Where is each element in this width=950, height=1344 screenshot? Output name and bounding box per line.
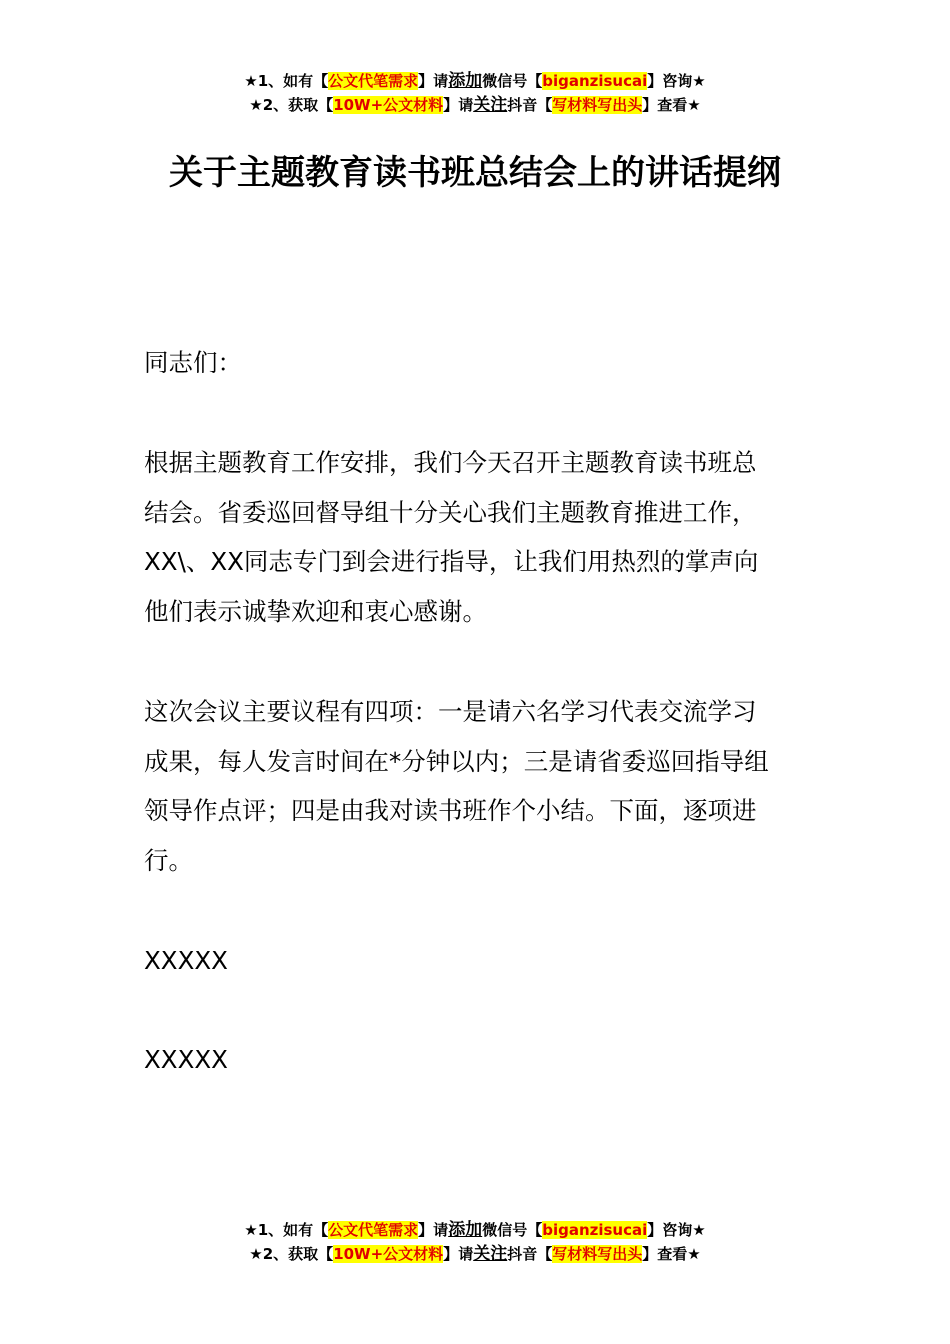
ad-text: 】请 (418, 1221, 449, 1239)
ad-text: 】查看★ (642, 1245, 701, 1263)
ad-highlight-douyin: 写材料写出头 (552, 96, 643, 114)
paragraph-line: 行。 (144, 845, 193, 875)
placeholder-section-2: XXXXX (144, 1045, 228, 1074)
ad-text: 】请 (418, 72, 449, 90)
ad-text: 抖音【 (507, 1245, 553, 1263)
paragraph-line: 根据主题教育工作安排，我们今天召开主题教育读书班总 (144, 448, 757, 477)
ad-highlight-materials: 10W+公文材料 (333, 96, 444, 114)
ad-highlight-service: 公文代笔需求 (328, 72, 419, 90)
ad-text: 微信号【 (482, 1221, 543, 1239)
ad-emphasis: 关注 (473, 1244, 508, 1264)
ad-text: ★2、获取【 (249, 1245, 334, 1263)
paragraph-line: 成果，每人发言时间在*分钟以内；三是请省委巡回指导组 (144, 746, 769, 776)
placeholder-section-1: XXXXX (144, 946, 228, 975)
ad-highlight-wechat-id: biganzisucai (542, 72, 648, 90)
ad-emphasis: 关注 (473, 95, 508, 115)
paragraph-line: XX\、XX同志专门到会进行指导，让我们用热烈的掌声向 (144, 547, 759, 576)
paragraph-line: 结会。省委巡回督导组十分关心我们主题教育推进工作， (144, 497, 757, 527)
ad-text: 】请 (443, 96, 474, 114)
ad-text: ★1、如有【 (244, 72, 329, 90)
paragraph-line: 这次会议主要议程有四项：一是请六名学习代表交流学习 (144, 697, 757, 726)
paragraph-intro (144, 438, 834, 636)
ad-text: 】请 (443, 1245, 474, 1263)
ad-highlight-douyin: 写材料写出头 (552, 1245, 643, 1263)
ad-highlight-materials: 10W+公文材料 (333, 1245, 444, 1263)
greeting: 同志们： (144, 348, 242, 377)
ad-text: ★1、如有【 (244, 1221, 329, 1239)
paragraph-line: 他们表示诚挚欢迎和衷心感谢。 (144, 596, 487, 626)
ad-emphasis: 添加 (448, 71, 483, 91)
document-title: 关于主题教育读书班总结会上的讲话提纲 (169, 153, 781, 193)
paragraph-line: 领导作点评；四是由我对读书班作个小结。下面，逐项进 (144, 796, 757, 825)
ad-highlight-wechat-id: biganzisucai (542, 1221, 648, 1239)
ad-emphasis: 添加 (448, 1220, 483, 1240)
header-ad-banner (0, 69, 950, 117)
ad-highlight-service: 公文代笔需求 (328, 1221, 419, 1239)
ad-line-1 (0, 1218, 950, 1242)
ad-line-2 (0, 93, 950, 117)
ad-text: 抖音【 (507, 96, 553, 114)
ad-text: 】咨询★ (647, 1221, 706, 1239)
footer-ad-banner (0, 1218, 950, 1266)
ad-text: ★2、获取【 (249, 96, 334, 114)
ad-text: 微信号【 (482, 72, 543, 90)
paragraph-agenda (144, 687, 834, 885)
ad-text: 】咨询★ (647, 72, 706, 90)
ad-line-2 (0, 1242, 950, 1266)
ad-text: 】查看★ (642, 96, 701, 114)
ad-line-1 (0, 69, 950, 93)
